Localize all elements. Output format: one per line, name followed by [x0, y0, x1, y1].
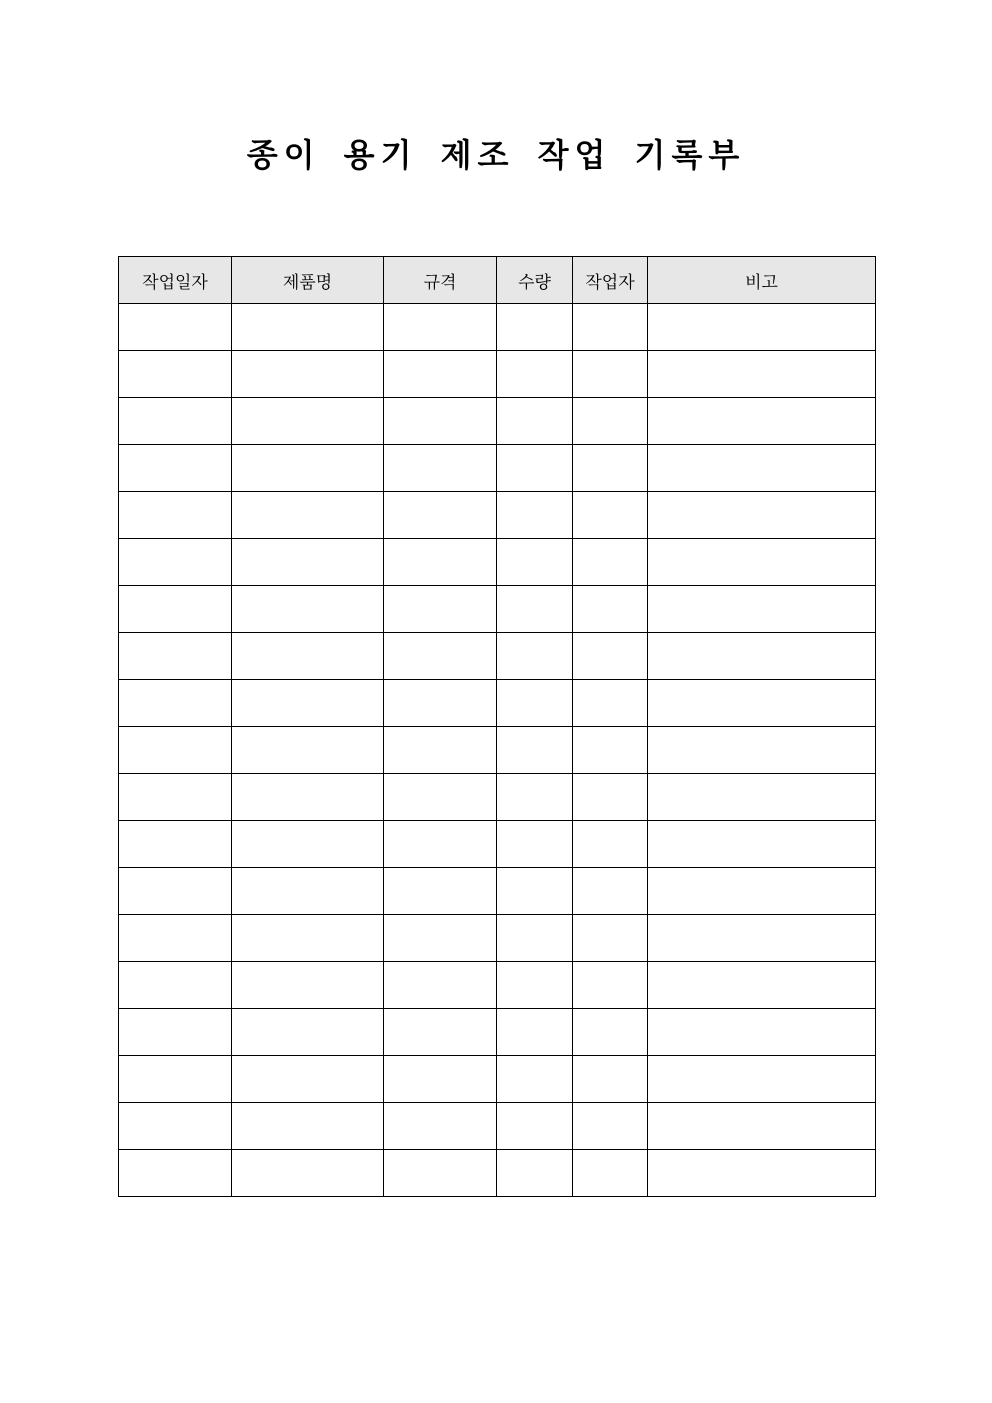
quantity-cell[interactable]: [497, 962, 573, 1009]
quantity-cell[interactable]: [497, 1103, 573, 1150]
table-row: [119, 915, 876, 962]
product-name-cell[interactable]: [232, 727, 384, 774]
remarks-cell[interactable]: [648, 398, 876, 445]
work-date-cell[interactable]: [119, 539, 232, 586]
product-name-cell[interactable]: [232, 351, 384, 398]
work-date-cell[interactable]: [119, 680, 232, 727]
product-name-cell[interactable]: [232, 1056, 384, 1103]
worker-cell[interactable]: [573, 1056, 648, 1103]
product-name-cell[interactable]: [232, 633, 384, 680]
worker-cell[interactable]: [573, 633, 648, 680]
worker-cell[interactable]: [573, 868, 648, 915]
specification-cell[interactable]: [384, 1009, 497, 1056]
work-date-cell[interactable]: [119, 915, 232, 962]
quantity-cell[interactable]: [497, 1150, 573, 1197]
quantity-cell[interactable]: [497, 398, 573, 445]
remarks-cell[interactable]: [648, 633, 876, 680]
quantity-cell[interactable]: [497, 539, 573, 586]
specification-cell[interactable]: [384, 868, 497, 915]
quantity-cell[interactable]: [497, 445, 573, 492]
table-row: [119, 1009, 876, 1056]
work-date-cell[interactable]: [119, 398, 232, 445]
work-date-cell[interactable]: [119, 821, 232, 868]
specification-cell[interactable]: [384, 351, 497, 398]
work-date-cell[interactable]: [119, 1056, 232, 1103]
remarks-cell[interactable]: [648, 962, 876, 1009]
product-name-cell[interactable]: [232, 539, 384, 586]
product-name-cell[interactable]: [232, 1009, 384, 1056]
remarks-cell[interactable]: [648, 586, 876, 633]
specification-cell[interactable]: [384, 915, 497, 962]
worker-cell[interactable]: [573, 539, 648, 586]
work-date-cell[interactable]: [119, 774, 232, 821]
remarks-cell[interactable]: [648, 1056, 876, 1103]
quantity-cell[interactable]: [497, 727, 573, 774]
work-date-cell[interactable]: [119, 1009, 232, 1056]
header-specification: 규격: [384, 257, 497, 304]
table-header-row: [119, 257, 876, 304]
table-body: [119, 304, 876, 1197]
header-work-date: 작업일자: [119, 257, 232, 304]
work-date-cell[interactable]: [119, 492, 232, 539]
remarks-cell[interactable]: [648, 821, 876, 868]
product-name-cell[interactable]: [232, 398, 384, 445]
table-row: [119, 1150, 876, 1197]
specification-cell[interactable]: [384, 633, 497, 680]
table-row: [119, 304, 876, 351]
table-row: [119, 821, 876, 868]
quantity-cell[interactable]: [497, 868, 573, 915]
work-date-cell[interactable]: [119, 633, 232, 680]
worker-cell[interactable]: [573, 727, 648, 774]
product-name-cell[interactable]: [232, 868, 384, 915]
specification-cell[interactable]: [384, 586, 497, 633]
product-name-cell[interactable]: [232, 1150, 384, 1197]
remarks-cell[interactable]: [648, 445, 876, 492]
table-row: [119, 727, 876, 774]
remarks-cell[interactable]: [648, 304, 876, 351]
quantity-cell[interactable]: [497, 351, 573, 398]
quantity-cell[interactable]: [497, 1009, 573, 1056]
worker-cell[interactable]: [573, 774, 648, 821]
table-row: [119, 398, 876, 445]
table-row: [119, 680, 876, 727]
remarks-cell[interactable]: [648, 539, 876, 586]
product-name-cell[interactable]: [232, 1103, 384, 1150]
quantity-cell[interactable]: [497, 774, 573, 821]
quantity-cell[interactable]: [497, 304, 573, 351]
table-row: [119, 351, 876, 398]
specification-cell[interactable]: [384, 304, 497, 351]
table-row: [119, 1056, 876, 1103]
product-name-cell[interactable]: [232, 962, 384, 1009]
remarks-cell[interactable]: [648, 1009, 876, 1056]
table-row: [119, 1103, 876, 1150]
product-name-cell[interactable]: [232, 445, 384, 492]
quantity-cell[interactable]: [497, 1056, 573, 1103]
specification-cell[interactable]: [384, 962, 497, 1009]
remarks-cell[interactable]: [648, 727, 876, 774]
product-name-cell[interactable]: [232, 304, 384, 351]
page-title: 종이 용기 제조 작업 기록부: [246, 136, 746, 174]
work-date-cell[interactable]: [119, 1150, 232, 1197]
worker-cell[interactable]: [573, 304, 648, 351]
work-date-cell[interactable]: [119, 351, 232, 398]
work-date-cell[interactable]: [119, 586, 232, 633]
specification-cell[interactable]: [384, 1056, 497, 1103]
worker-cell[interactable]: [573, 1103, 648, 1150]
table-row: [119, 868, 876, 915]
remarks-cell[interactable]: [648, 351, 876, 398]
specification-cell[interactable]: [384, 492, 497, 539]
header-worker: 작업자: [573, 257, 648, 304]
table-row: [119, 492, 876, 539]
work-date-cell[interactable]: [119, 1103, 232, 1150]
table-row: [119, 774, 876, 821]
specification-cell[interactable]: [384, 727, 497, 774]
worker-cell[interactable]: [573, 1150, 648, 1197]
specification-cell[interactable]: [384, 1150, 497, 1197]
product-name-cell[interactable]: [232, 774, 384, 821]
worker-cell[interactable]: [573, 680, 648, 727]
worker-cell[interactable]: [573, 445, 648, 492]
specification-cell[interactable]: [384, 821, 497, 868]
quantity-cell[interactable]: [497, 915, 573, 962]
work-date-cell[interactable]: [119, 445, 232, 492]
work-date-cell[interactable]: [119, 727, 232, 774]
worker-cell[interactable]: [573, 915, 648, 962]
quantity-cell[interactable]: [497, 821, 573, 868]
remarks-cell[interactable]: [648, 1103, 876, 1150]
header-product-name: 제품명: [232, 257, 384, 304]
product-name-cell[interactable]: [232, 492, 384, 539]
quantity-cell[interactable]: [497, 633, 573, 680]
remarks-cell[interactable]: [648, 774, 876, 821]
header-remarks: 비고: [648, 257, 876, 304]
quantity-cell[interactable]: [497, 680, 573, 727]
worker-cell[interactable]: [573, 492, 648, 539]
product-name-cell[interactable]: [232, 915, 384, 962]
table-row: [119, 586, 876, 633]
table-row: [119, 445, 876, 492]
worker-cell[interactable]: [573, 351, 648, 398]
worker-cell[interactable]: [573, 962, 648, 1009]
product-name-cell[interactable]: [232, 586, 384, 633]
product-name-cell[interactable]: [232, 680, 384, 727]
worker-cell[interactable]: [573, 821, 648, 868]
work-date-cell[interactable]: [119, 304, 232, 351]
worker-cell[interactable]: [573, 1009, 648, 1056]
product-name-cell[interactable]: [232, 821, 384, 868]
quantity-cell[interactable]: [497, 586, 573, 633]
work-record-table: [118, 256, 876, 1197]
remarks-cell[interactable]: [648, 680, 876, 727]
remarks-cell[interactable]: [648, 915, 876, 962]
table-row: [119, 962, 876, 1009]
worker-cell[interactable]: [573, 586, 648, 633]
specification-cell[interactable]: [384, 774, 497, 821]
worker-cell[interactable]: [573, 398, 648, 445]
specification-cell[interactable]: [384, 445, 497, 492]
work-date-cell[interactable]: [119, 962, 232, 1009]
header-quantity: 수량: [497, 257, 573, 304]
specification-cell[interactable]: [384, 539, 497, 586]
remarks-cell[interactable]: [648, 1150, 876, 1197]
table-row: [119, 633, 876, 680]
specification-cell[interactable]: [384, 1103, 497, 1150]
specification-cell[interactable]: [384, 680, 497, 727]
work-date-cell[interactable]: [119, 868, 232, 915]
remarks-cell[interactable]: [648, 868, 876, 915]
table-row: [119, 539, 876, 586]
quantity-cell[interactable]: [497, 492, 573, 539]
specification-cell[interactable]: [384, 398, 497, 445]
remarks-cell[interactable]: [648, 492, 876, 539]
